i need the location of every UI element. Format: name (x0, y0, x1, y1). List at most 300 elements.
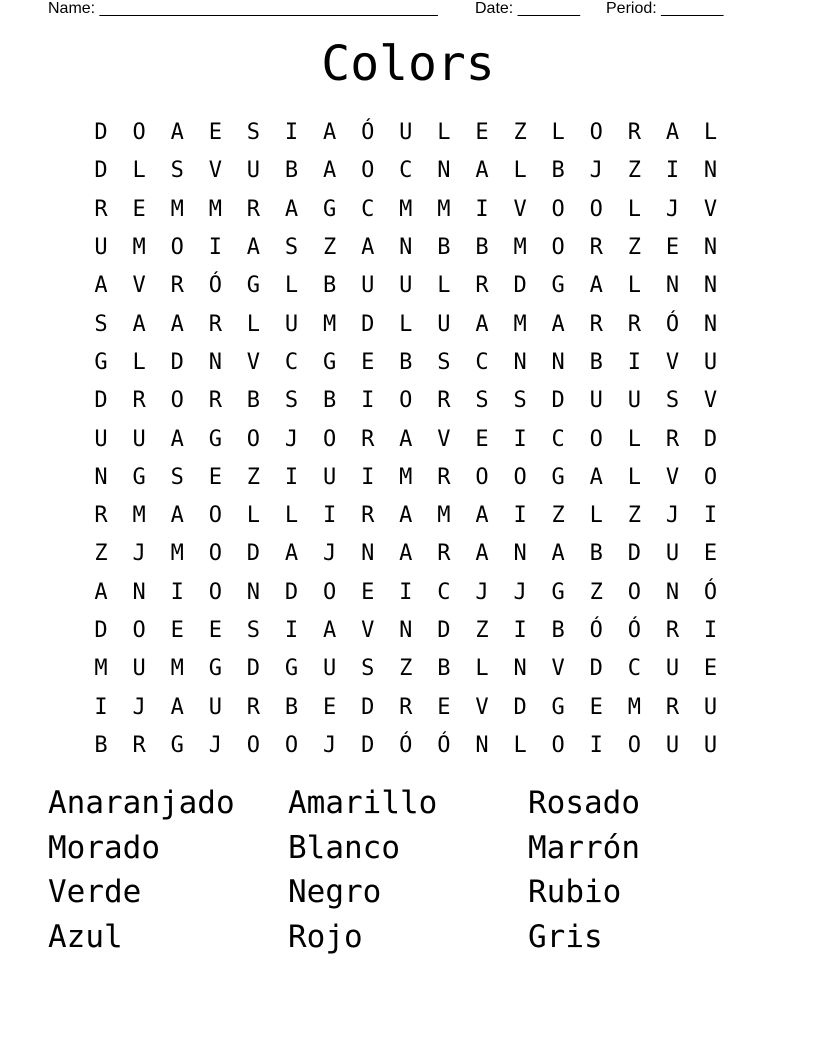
grid-letter[interactable]: L (246, 311, 261, 337)
grid-letter[interactable]: I (589, 732, 603, 758)
grid-row (82, 612, 730, 650)
grid-letter[interactable]: U (703, 694, 718, 720)
grid-letter[interactable]: E (703, 656, 718, 682)
grid-letter[interactable]: L (627, 426, 641, 452)
grid-letter[interactable]: E (170, 618, 184, 643)
grid-letter[interactable]: O (361, 158, 375, 184)
grid-letter[interactable]: Z (246, 464, 261, 490)
grid-letter[interactable]: E (475, 120, 489, 146)
grid-letter[interactable]: N (703, 158, 718, 184)
grid-letter[interactable]: B (589, 349, 603, 375)
grid-letter[interactable]: U (627, 388, 641, 414)
grid-letter[interactable]: O (208, 541, 222, 567)
grid-letter[interactable]: B (589, 541, 603, 567)
grid-letter[interactable]: N (475, 732, 489, 758)
grid-letter[interactable]: L (284, 503, 299, 529)
grid-letter[interactable]: B (437, 656, 451, 682)
grid-letter[interactable]: O (208, 503, 222, 529)
grid-letter[interactable]: E (322, 694, 337, 720)
grid-letter[interactable]: N (513, 656, 527, 682)
grid-letter[interactable]: R (589, 311, 603, 337)
grid-letter[interactable]: A (665, 120, 680, 146)
grid-letter[interactable]: G (551, 694, 565, 720)
grid-letter[interactable]: U (132, 656, 146, 682)
date-field[interactable]: Date: _______ (475, 0, 580, 17)
grid-letter[interactable]: C (551, 426, 565, 452)
grid-letter[interactable]: Z (322, 235, 337, 261)
grid-letter[interactable]: U (703, 732, 718, 758)
grid-letter[interactable]: I (284, 618, 299, 643)
grid-letter[interactable]: R (94, 503, 108, 529)
grid-letter[interactable]: R (132, 388, 146, 414)
grid-letter[interactable]: L (627, 196, 641, 222)
grid-letter[interactable]: L (589, 503, 603, 529)
grid-letter[interactable]: M (170, 541, 184, 567)
grid-letter[interactable]: E (437, 694, 451, 720)
grid-letter[interactable]: V (246, 349, 261, 375)
grid-letter[interactable]: L (132, 158, 146, 184)
grid-letter[interactable]: R (208, 388, 222, 414)
grid-letter[interactable]: Z (513, 120, 527, 146)
grid-letter[interactable]: L (627, 464, 641, 490)
grid-letter[interactable]: O (322, 426, 337, 452)
grid-letter[interactable]: R (94, 196, 108, 222)
grid-letter[interactable]: L (513, 158, 527, 184)
grid-letter[interactable]: C (284, 349, 299, 375)
grid-letter[interactable]: A (94, 273, 108, 299)
grid-letter[interactable]: E (665, 235, 680, 261)
grid-letter[interactable]: B (399, 349, 413, 375)
grid-letter[interactable]: Ó (437, 732, 451, 758)
grid-letter[interactable]: N (513, 349, 527, 375)
grid-letter[interactable]: R (437, 464, 451, 490)
grid-letter[interactable]: N (361, 541, 375, 567)
grid-letter[interactable]: E (208, 120, 222, 146)
grid-letter[interactable]: Z (399, 656, 413, 682)
grid-letter[interactable]: J (475, 579, 489, 605)
grid-letter[interactable]: Ó (208, 273, 222, 299)
grid-letter[interactable]: G (284, 656, 299, 682)
grid-letter[interactable]: R (627, 120, 641, 146)
grid-letter[interactable]: A (322, 158, 337, 184)
grid-letter[interactable]: M (437, 503, 451, 529)
grid-letter[interactable]: I (208, 235, 222, 261)
grid-letter[interactable]: A (170, 311, 184, 337)
grid-letter[interactable]: A (475, 503, 489, 529)
grid-letter[interactable]: C (361, 196, 375, 222)
grid-letter[interactable]: S (361, 656, 375, 682)
grid-letter[interactable]: L (551, 120, 565, 146)
grid-letter[interactable]: Ó (627, 618, 641, 643)
grid-letter[interactable]: O (551, 235, 565, 261)
grid-letter[interactable]: I (513, 618, 527, 643)
grid-letter[interactable]: J (589, 158, 603, 184)
grid-letter[interactable]: A (361, 235, 375, 261)
grid-letter[interactable]: O (132, 120, 146, 146)
grid-row (82, 727, 730, 765)
grid-letter[interactable]: C (627, 656, 641, 682)
grid-letter[interactable]: A (322, 618, 337, 643)
grid-letter[interactable]: G (170, 732, 184, 758)
grid-letter[interactable]: D (551, 388, 565, 414)
grid-letter[interactable]: D (246, 541, 261, 567)
grid-letter[interactable]: D (589, 656, 603, 682)
grid-letter[interactable]: A (475, 311, 489, 337)
grid-letter[interactable]: O (589, 426, 603, 452)
grid-letter[interactable]: J (513, 579, 527, 605)
grid-letter[interactable]: O (132, 618, 146, 643)
grid-letter[interactable]: A (170, 426, 184, 452)
grid-letter[interactable]: Ó (665, 311, 680, 337)
grid-letter[interactable]: M (94, 656, 108, 682)
word-bank-item: Morado (48, 829, 160, 866)
grid-letter[interactable]: E (475, 426, 489, 452)
grid-letter[interactable]: U (322, 464, 337, 490)
grid-letter[interactable]: A (170, 120, 184, 146)
grid-letter[interactable]: M (399, 196, 413, 222)
grid-letter[interactable]: V (208, 158, 222, 184)
grid-letter[interactable]: L (475, 656, 489, 682)
grid-letter[interactable]: D (361, 694, 375, 720)
grid-letter[interactable]: V (551, 656, 565, 682)
name-field[interactable]: Name: ______________________________________ (48, 0, 438, 17)
grid-letter[interactable]: G (246, 273, 261, 299)
grid-letter[interactable]: U (208, 694, 222, 720)
grid-letter[interactable]: U (665, 732, 680, 758)
grid-letter[interactable]: V (513, 196, 527, 222)
grid-letter[interactable]: V (703, 196, 718, 222)
grid-letter[interactable]: M (170, 656, 184, 682)
grid-letter[interactable]: J (208, 732, 222, 758)
grid-letter[interactable]: O (170, 388, 184, 414)
grid-letter[interactable]: I (284, 464, 299, 490)
grid-row (82, 535, 730, 573)
grid-letter[interactable]: D (284, 579, 299, 605)
grid-letter[interactable]: M (513, 311, 527, 337)
grid-letter[interactable]: I (665, 158, 680, 184)
grid-letter[interactable]: G (322, 349, 337, 375)
grid-letter[interactable]: S (246, 618, 261, 643)
grid-letter[interactable]: Z (551, 503, 565, 529)
grid-letter[interactable]: D (246, 656, 261, 682)
grid-letter[interactable]: U (589, 388, 603, 414)
grid-letter[interactable]: U (399, 273, 413, 299)
grid-letter[interactable]: O (627, 732, 641, 758)
grid-letter[interactable]: E (132, 196, 146, 222)
grid-letter[interactable]: I (284, 120, 299, 146)
grid-letter[interactable]: O (208, 579, 222, 605)
grid-letter[interactable]: R (437, 388, 451, 414)
grid-letter[interactable]: E (703, 541, 718, 567)
grid-letter[interactable]: R (399, 694, 413, 720)
grid-letter[interactable]: G (132, 464, 146, 490)
grid-letter[interactable]: R (475, 273, 489, 299)
word-bank-item: Rosado (528, 785, 640, 821)
grid-letter[interactable]: J (665, 196, 680, 222)
grid-letter[interactable]: L (513, 732, 527, 758)
grid-letter[interactable]: N (399, 235, 413, 261)
grid-letter[interactable]: M (170, 196, 184, 222)
grid-letter[interactable]: D (437, 618, 451, 643)
grid-letter[interactable]: U (703, 349, 718, 375)
grid-letter[interactable]: S (94, 311, 108, 337)
grid-letter[interactable]: A (475, 158, 489, 184)
grid-letter[interactable]: L (437, 120, 451, 146)
grid-letter[interactable]: R (132, 732, 146, 758)
grid-letter[interactable]: L (132, 349, 146, 375)
grid-letter[interactable]: V (437, 426, 451, 452)
grid-letter[interactable]: E (589, 694, 603, 720)
grid-letter[interactable]: Z (589, 579, 603, 605)
grid-letter[interactable]: M (437, 196, 451, 222)
grid-letter[interactable]: A (170, 694, 184, 720)
grid-letter[interactable]: L (437, 273, 451, 299)
grid-letter[interactable]: N (665, 273, 680, 299)
grid-letter[interactable]: N (703, 311, 718, 337)
grid-letter[interactable]: I (322, 503, 337, 529)
grid-letter[interactable]: D (703, 426, 718, 452)
grid-letter[interactable]: S (513, 388, 527, 414)
grid-letter[interactable]: N (437, 158, 451, 184)
grid-letter[interactable]: N (208, 349, 222, 375)
grid-letter[interactable]: A (284, 196, 299, 222)
grid-letter[interactable]: J (284, 426, 299, 452)
grid-letter[interactable]: A (475, 541, 489, 567)
grid-letter[interactable]: G (322, 196, 337, 222)
grid-letter[interactable]: R (246, 694, 261, 720)
grid-letter[interactable]: I (703, 503, 718, 529)
grid-letter[interactable]: A (322, 120, 337, 146)
grid-letter[interactable]: U (284, 311, 299, 337)
grid-letter[interactable]: R (437, 541, 451, 567)
grid-letter[interactable]: B (551, 158, 565, 184)
grid-letter[interactable]: O (703, 464, 718, 490)
grid-letter[interactable]: I (513, 426, 527, 452)
grid-letter[interactable]: B (94, 732, 108, 758)
grid-letter[interactable]: J (132, 541, 146, 567)
grid-letter[interactable]: Z (475, 618, 489, 643)
period-field[interactable]: Period: _______ (606, 0, 724, 17)
grid-letter[interactable]: E (361, 579, 375, 605)
grid-letter[interactable]: I (170, 579, 184, 605)
grid-letter[interactable]: O (513, 464, 527, 490)
grid-letter[interactable]: V (475, 694, 489, 720)
grid-letter[interactable]: G (208, 426, 222, 452)
grid-letter[interactable]: A (132, 311, 146, 337)
grid-letter[interactable]: C (475, 349, 489, 375)
grid-letter[interactable]: B (322, 273, 337, 299)
grid-letter[interactable]: Z (94, 541, 108, 567)
grid-letter[interactable]: O (551, 732, 565, 758)
grid-letter[interactable]: O (170, 235, 184, 261)
grid-letter[interactable]: A (399, 541, 413, 567)
grid-letter[interactable]: R (246, 196, 261, 222)
grid-letter[interactable]: A (284, 541, 299, 567)
grid-letter[interactable]: I (475, 196, 489, 222)
grid-letter[interactable]: O (475, 464, 489, 490)
grid-letter[interactable]: G (551, 464, 565, 490)
grid-letter[interactable]: D (94, 158, 108, 184)
word-bank-item: Azul (48, 919, 123, 956)
grid-letter[interactable]: Z (627, 235, 641, 261)
grid-letter[interactable]: M (322, 311, 337, 337)
grid-letter[interactable]: M (399, 464, 413, 490)
grid-letter[interactable]: O (551, 196, 565, 222)
grid-letter[interactable]: S (665, 388, 680, 414)
grid-letter[interactable]: V (665, 349, 680, 375)
grid-letter[interactable]: U (665, 541, 680, 567)
grid-letter[interactable]: D (94, 618, 108, 643)
grid-letter[interactable]: J (665, 503, 680, 529)
grid-letter[interactable]: N (665, 579, 680, 605)
grid-letter[interactable]: O (246, 732, 261, 758)
grid-letter[interactable]: I (703, 618, 718, 643)
grid-letter[interactable]: R (361, 503, 375, 529)
grid-letter[interactable]: I (513, 503, 527, 529)
grid-letter[interactable]: O (627, 579, 641, 605)
grid-letter[interactable]: A (170, 503, 184, 529)
grid-letter[interactable]: Ó (589, 618, 603, 643)
grid-letter[interactable]: M (132, 235, 146, 261)
grid-letter[interactable]: A (399, 503, 413, 529)
grid-letter[interactable]: I (627, 349, 641, 375)
grid-letter[interactable]: U (246, 158, 261, 184)
grid-letter[interactable]: D (361, 732, 375, 758)
grid-letter[interactable]: R (208, 311, 222, 337)
grid-letter[interactable]: N (246, 579, 261, 605)
word-search-grid[interactable] (82, 114, 730, 765)
grid-letter[interactable]: L (284, 273, 299, 299)
grid-letter[interactable]: A (589, 464, 603, 490)
grid-letter[interactable]: N (513, 541, 527, 567)
grid-letter[interactable]: U (322, 656, 337, 682)
grid-letter[interactable]: A (399, 426, 413, 452)
grid-letter[interactable]: S (475, 388, 489, 414)
grid-letter[interactable]: N (551, 349, 565, 375)
grid-letter[interactable]: Ó (361, 120, 375, 146)
grid-letter[interactable]: V (132, 273, 146, 299)
grid-letter[interactable]: N (94, 464, 108, 490)
grid-letter[interactable]: I (94, 694, 108, 720)
grid-letter[interactable]: R (665, 694, 680, 720)
grid-letter[interactable]: O (284, 732, 299, 758)
grid-letter[interactable]: R (361, 426, 375, 452)
grid-letter[interactable]: G (208, 656, 222, 682)
grid-letter[interactable]: G (94, 349, 108, 375)
grid-letter[interactable]: Ó (399, 732, 413, 758)
grid-letter[interactable]: V (665, 464, 680, 490)
grid-letter[interactable]: L (246, 503, 261, 529)
grid-letter[interactable]: O (399, 388, 413, 414)
grid-letter[interactable]: R (627, 311, 641, 337)
grid-letter[interactable]: B (551, 618, 565, 643)
grid-letter[interactable]: A (551, 311, 565, 337)
grid-letter[interactable]: J (322, 541, 337, 567)
grid-letter[interactable]: U (437, 311, 451, 337)
grid-letter[interactable]: V (361, 618, 375, 643)
grid-letter[interactable]: B (284, 158, 299, 184)
grid-letter[interactable]: U (94, 235, 108, 261)
grid-letter[interactable]: U (94, 426, 108, 452)
grid-letter[interactable]: D (361, 311, 375, 337)
grid-letter[interactable]: S (246, 120, 261, 146)
grid-letter[interactable]: S (437, 349, 451, 375)
grid-letter[interactable]: U (665, 656, 680, 682)
grid-letter[interactable]: R (170, 273, 184, 299)
grid-letter[interactable]: U (399, 120, 413, 146)
grid-letter[interactable]: V (703, 388, 718, 414)
grid-letter[interactable]: E (361, 349, 375, 375)
grid-letter[interactable]: E (208, 618, 222, 643)
word-bank-item: Amarillo (288, 785, 438, 821)
grid-letter[interactable]: M (627, 694, 641, 720)
grid-letter[interactable]: R (665, 618, 680, 643)
grid-letter[interactable]: C (399, 158, 413, 184)
grid-letter[interactable]: R (665, 426, 680, 452)
grid-letter[interactable]: U (361, 273, 375, 299)
grid-letter[interactable]: S (170, 158, 184, 184)
grid-letter[interactable]: J (132, 694, 146, 720)
grid-letter[interactable]: I (361, 388, 375, 414)
grid-letter[interactable]: I (399, 579, 413, 605)
grid-letter[interactable]: E (208, 464, 222, 490)
grid-letter[interactable]: C (437, 579, 451, 605)
grid-letter[interactable]: S (170, 464, 184, 490)
grid-letter[interactable]: B (437, 235, 451, 261)
grid-letter[interactable]: A (246, 235, 261, 261)
grid-letter[interactable]: D (170, 349, 184, 375)
grid-letter[interactable]: Z (627, 158, 641, 184)
grid-letter[interactable]: O (589, 196, 603, 222)
grid-letter[interactable]: G (551, 273, 565, 299)
grid-letter[interactable]: S (284, 388, 299, 414)
grid-letter[interactable]: A (551, 541, 565, 567)
grid-letter[interactable]: A (589, 273, 603, 299)
grid-letter[interactable]: D (94, 388, 108, 414)
grid-letter[interactable]: J (322, 732, 337, 758)
grid-letter[interactable]: B (475, 235, 489, 261)
grid-letter[interactable]: S (284, 235, 299, 261)
grid-letter[interactable]: O (246, 426, 261, 452)
grid-letter[interactable]: D (513, 273, 527, 299)
grid-letter[interactable]: N (399, 618, 413, 643)
grid-letter[interactable]: Ó (703, 579, 718, 605)
grid-letter[interactable]: N (132, 579, 146, 605)
grid-letter[interactable]: L (399, 311, 413, 337)
grid-letter[interactable]: N (703, 235, 718, 261)
grid-letter[interactable]: D (627, 541, 641, 567)
grid-letter[interactable]: O (322, 579, 337, 605)
grid-letter[interactable]: B (284, 694, 299, 720)
grid-letter[interactable]: N (703, 273, 718, 299)
grid-letter[interactable]: B (322, 388, 337, 414)
grid-letter[interactable]: Z (627, 503, 641, 529)
grid-letter[interactable]: D (94, 120, 108, 146)
grid-letter[interactable]: L (703, 120, 718, 146)
grid-letter[interactable]: U (132, 426, 146, 452)
grid-letter[interactable]: M (208, 196, 222, 222)
grid-letter[interactable]: M (132, 503, 146, 529)
grid-letter[interactable]: A (94, 579, 108, 605)
grid-letter[interactable]: G (551, 579, 565, 605)
grid-letter[interactable]: M (513, 235, 527, 261)
grid-letter[interactable]: L (627, 273, 641, 299)
grid-letter[interactable]: O (589, 120, 603, 146)
grid-letter[interactable]: I (361, 464, 375, 490)
grid-letter[interactable]: B (246, 388, 261, 414)
grid-letter[interactable]: R (589, 235, 603, 261)
grid-letter[interactable]: D (513, 694, 527, 720)
